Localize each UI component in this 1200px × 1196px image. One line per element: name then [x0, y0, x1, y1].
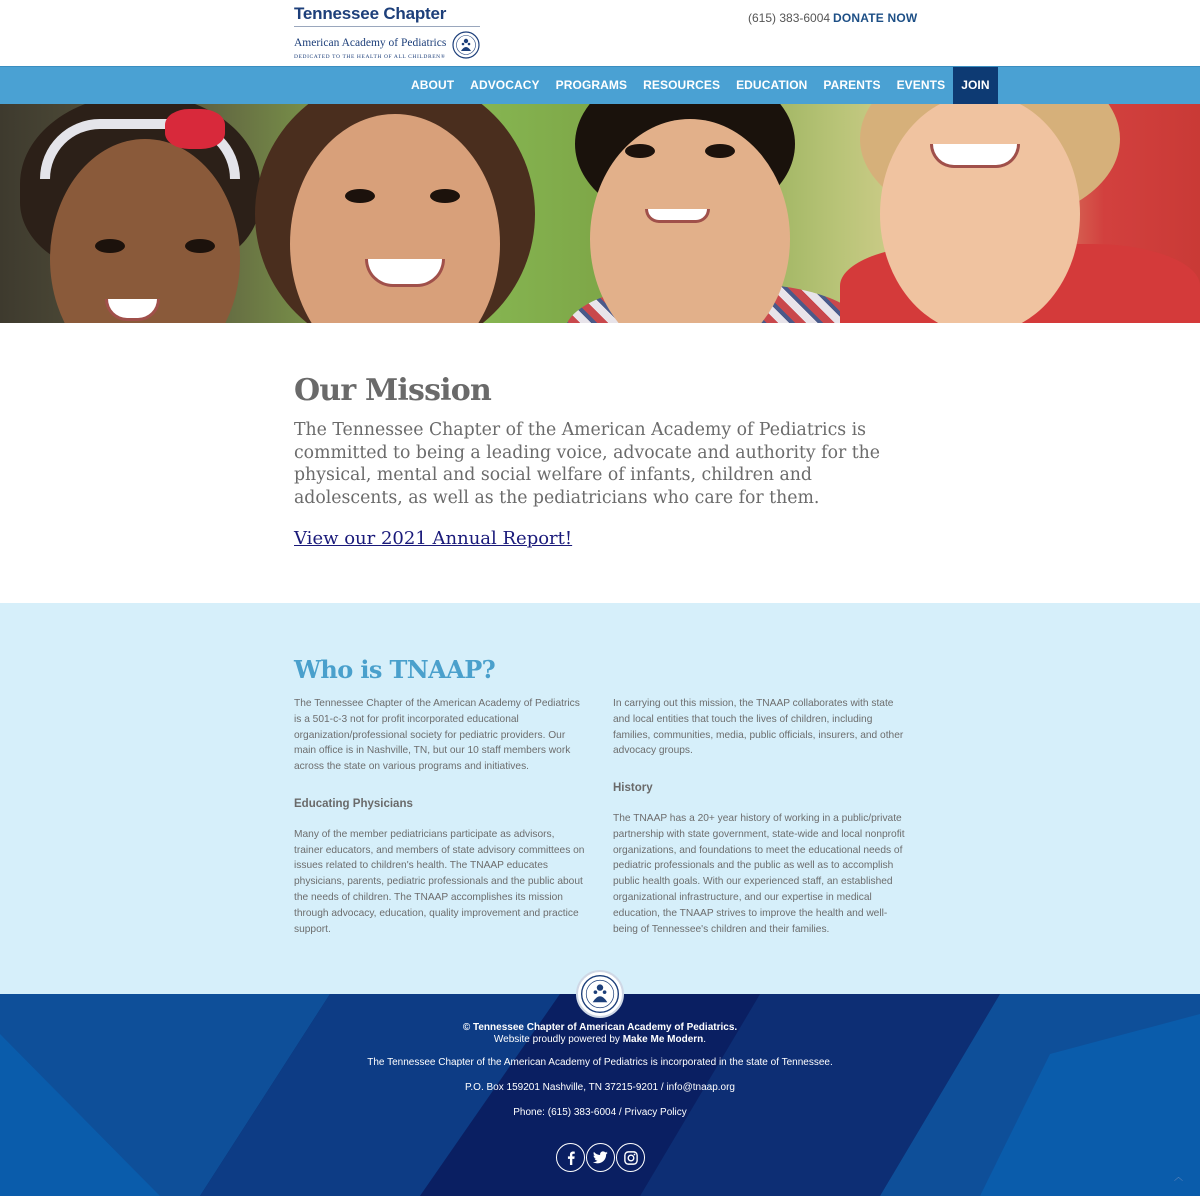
- annual-report-link[interactable]: View our 2021 Annual Report!: [294, 528, 573, 549]
- nav-item-advocacy[interactable]: ADVOCACY: [470, 78, 540, 92]
- nav-item-parents[interactable]: PARENTS: [823, 78, 881, 92]
- who-section: [0, 603, 1200, 994]
- who-right-column: [613, 696, 905, 937]
- mission-body: The Tennessee Chapter of the American Academy of Pediatrics is committed to being a leading voice, advocate and authority for the physical, mental and social welfare of infants, children and adolescents, as well as the pediatricians who care for them.: [294, 420, 881, 508]
- footer-seal-icon: [576, 970, 624, 1018]
- educating-heading: Educating Physicians: [294, 797, 413, 810]
- privacy-policy-link[interactable]: Privacy Policy: [624, 1107, 687, 1118]
- hero-bow: [165, 109, 225, 149]
- make-me-modern-link[interactable]: Make Me Modern: [622, 1034, 704, 1045]
- logo-title: Tennessee Chapter: [294, 4, 447, 23]
- hero-smile: [930, 144, 1020, 168]
- instagram-icon[interactable]: [616, 1143, 645, 1172]
- hero-eye: [625, 144, 655, 158]
- footer-separator: /: [658, 1082, 667, 1093]
- powered-prefix: Website proudly powered by: [493, 1034, 623, 1045]
- nav-item-programs[interactable]: PROGRAMS: [555, 78, 628, 92]
- mission-title: Our Mission: [294, 373, 491, 408]
- hero-eye: [345, 189, 375, 203]
- hero-eye: [705, 144, 735, 158]
- footer-copyright: [0, 1022, 1200, 1033]
- copyright-text: © Tennessee Chapter of American Academy of Pediatrics.: [462, 1022, 738, 1033]
- mission-section: [0, 323, 1200, 603]
- who-left-column: [294, 696, 586, 937]
- logo-tagline: DEDICATED TO THE HEALTH OF ALL CHILDREN®: [294, 54, 446, 60]
- footer-address-line: [0, 1082, 1200, 1093]
- footer-powered: [0, 1034, 1200, 1045]
- facebook-icon[interactable]: [556, 1143, 585, 1172]
- footer-separator: /: [616, 1107, 625, 1118]
- header-phone[interactable]: (615) 383-6004: [748, 11, 831, 25]
- footer-address: P.O. Box 159201 Nashville, TN 37215-9201: [465, 1082, 659, 1093]
- logo-divider: [294, 26, 480, 27]
- nav-list: [403, 67, 998, 104]
- footer-phone-prefix: Phone:: [513, 1107, 548, 1118]
- aap-seal-icon: [452, 31, 480, 59]
- nav-item-events[interactable]: EVENTS: [896, 78, 946, 92]
- who-intro: The Tennessee Chapter of the American Academy of Pediatrics is a 501-c-3 not for profit incorporated educational organization/professional society for pediatric providers. Our main office is in Nashville, TN, but our 10 staff members work across the state on various programs and initiatives.: [294, 698, 580, 773]
- logo-subtitle: American Academy of Pediatrics: [294, 37, 447, 49]
- donate-button[interactable]: DONATE NOW: [833, 11, 918, 25]
- nav-item-join[interactable]: JOIN: [953, 67, 997, 104]
- hero-eye: [185, 239, 215, 253]
- history-body: The TNAAP has a 20+ year history of working in a public/private partnership with state government, state-wide and local nonprofit organizations, and foundations to meet the educational needs of pediatric professionals and the public as well as to accomplish public health goals. With our experienced staff, an established organizational infrastructure, and our expertise in medical education, the TNAAP strives to improve the health and well-being of Tennessee's children and their families.: [613, 812, 905, 935]
- hero-eye: [95, 239, 125, 253]
- collab-body: In carrying out this mission, the TNAAP collaborates with state and local entities that touch the lives of children, including families, communities, media, public officials, insurers, and other advocacy groups.: [613, 698, 904, 757]
- hero-child-4-face: [880, 104, 1080, 323]
- site-logo[interactable]: [294, 4, 482, 62]
- twitter-icon[interactable]: [586, 1143, 615, 1172]
- hero-smile: [645, 209, 710, 223]
- nav-item-about[interactable]: ABOUT: [411, 78, 455, 92]
- social-links: [556, 1143, 645, 1172]
- footer-email-link[interactable]: info@tnaap.org: [666, 1082, 735, 1093]
- nav-item-education[interactable]: EDUCATION: [736, 78, 808, 92]
- site-header: [0, 0, 1200, 66]
- footer-phone-line: [0, 1107, 1200, 1118]
- footer-incorporated: The Tennessee Chapter of the American Academy of Pediatrics is incorporated in the state of Tennessee.: [367, 1057, 833, 1068]
- scroll-to-top-icon[interactable]: ︿: [1174, 1172, 1184, 1182]
- history-heading: History: [613, 782, 653, 795]
- main-nav: [0, 66, 1200, 104]
- hero-eye: [430, 189, 460, 203]
- hero-image: [0, 104, 1200, 323]
- who-title: Who is TNAAP?: [294, 655, 496, 684]
- nav-item-resources[interactable]: RESOURCES: [643, 78, 721, 92]
- educating-body: Many of the member pediatricians participate as advisors, trainer educators, and members of state advisory committees on issues related to children's health. The TNAAP educates physicians, parents, pediatric professionals and the public about the needs of children. The TNAAP accomplishes its mission through advocacy, education, quality improvement and practice support.: [294, 828, 585, 935]
- powered-suffix: .: [703, 1034, 707, 1045]
- footer-phone[interactable]: (615) 383-6004: [547, 1107, 617, 1118]
